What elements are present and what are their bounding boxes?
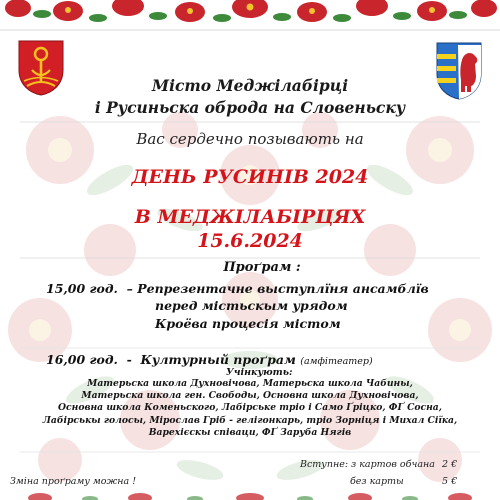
- organizer-line-1: Місто Меджілабірці: [151, 76, 349, 95]
- bottom-ornament-band: [0, 490, 500, 500]
- event-place: В МЕДЖІЛАБІРЦЯХ: [134, 206, 366, 228]
- program-heading: Проґрам :: [223, 260, 301, 275]
- program-item-1-time: 15,00 год.: [46, 281, 118, 296]
- organizer-line-2: і Русиньска оброда на Словеньску: [94, 98, 406, 117]
- program-item-1-line-1: Репрезентачне выступлїня ансамблїв: [137, 281, 429, 296]
- entry-fee-card-price: 2 €: [442, 459, 458, 470]
- participants-line: Матерьска школа ген. Свободы, Основна школа Духновічова,: [81, 390, 419, 402]
- program-item-1: [46, 281, 429, 296]
- program-item-1-line-3: Кроёва процесія містом: [155, 316, 341, 331]
- program-change-note: Зміна проґраму можна !: [10, 476, 137, 487]
- program-item-2-time: 16,00 год.: [46, 352, 118, 367]
- event-date: 15.6.2024: [197, 230, 303, 252]
- entry-fee-label: Вступне: з картов обчана: [300, 459, 435, 470]
- no-card-label: без карты: [350, 476, 404, 487]
- entry-fee-no-card-price: 5 €: [442, 476, 458, 487]
- participants-list: [0, 378, 500, 439]
- program-item-2: [46, 352, 373, 367]
- invitation-line: Вас сердечно позывають на: [136, 130, 364, 148]
- participants-line: Лабірськы голосы, Мірослав Гріб - гелігонкарь, тріо Зорніця і Михал Сіїка,: [42, 414, 458, 426]
- participants-line: Матерьска школа Духновічова, Матерьска школа Чабины,: [87, 378, 413, 389]
- program-item-2-note: (амфітеатер): [300, 356, 373, 367]
- participants-line: Варехієскы співаци, ФҐ Заруба Нягів: [148, 426, 352, 438]
- program-item-1-line-2: перед містьскым урядом: [155, 298, 348, 313]
- participants-line: Основна школа Коменьского, Лабірське тріо і Само Ґріцко, ФҐ Сосна,: [58, 402, 442, 414]
- participants-label: Учінкують:: [226, 367, 293, 378]
- top-ornament-band: [0, 0, 500, 30]
- event-title: ДЕНЬ РУСИНІВ 2024: [131, 166, 369, 188]
- program-item-2-title: Културный проґрам: [140, 352, 296, 367]
- program-item-2-dash: -: [126, 352, 132, 367]
- program-item-1-dash: –: [126, 281, 133, 296]
